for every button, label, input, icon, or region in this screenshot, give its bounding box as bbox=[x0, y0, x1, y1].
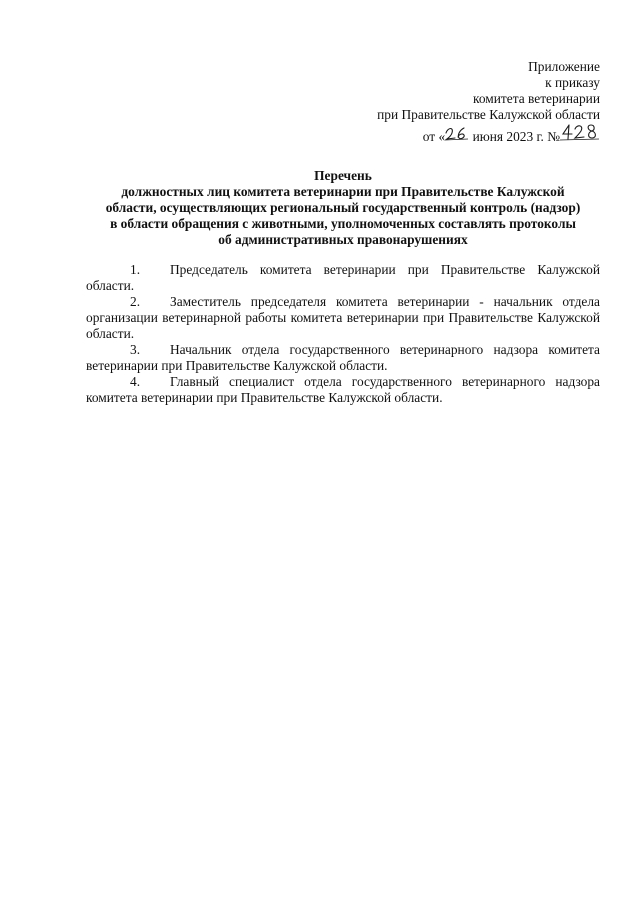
handwritten-number bbox=[560, 123, 600, 141]
list-item-text: Главный специалист отдела государственного ветеринарного надзора комитета ветеринарии при Правительстве Калужской области. bbox=[86, 374, 600, 405]
handwritten-number-icon bbox=[560, 123, 600, 141]
appendix-government: при Правительстве Калужской области bbox=[377, 107, 600, 122]
list-item bbox=[86, 294, 600, 342]
appendix-date-line bbox=[300, 123, 600, 145]
list-item-text: Заместитель председателя комитета ветеринарии - начальник отдела организации ветеринарной работы комитета ветеринарии при Правительстве Калужской области. bbox=[86, 294, 600, 341]
date-middle: июня 2023 г. № bbox=[472, 129, 560, 144]
list-item-text: Председатель комитета ветеринарии при Правительстве Калужской области. bbox=[86, 262, 600, 293]
date-prefix: от bbox=[422, 129, 436, 144]
quote-open: « bbox=[438, 129, 446, 144]
list-item-number: 4. bbox=[130, 374, 141, 389]
document-title bbox=[86, 168, 600, 248]
list-item-text: Начальник отдела государственного ветеринарного надзора комитета ветеринарии при Правительстве Калужской области. bbox=[86, 342, 600, 373]
positions-list bbox=[86, 262, 600, 406]
title-line-1: должностных лиц комитета ветеринарии при Правительстве Калужской bbox=[121, 184, 565, 199]
handwritten-day-icon bbox=[445, 125, 469, 141]
list-item-number: 1. bbox=[130, 262, 141, 277]
appendix-title: Приложение bbox=[528, 59, 600, 74]
list-item bbox=[86, 262, 600, 294]
appendix-committee: комитета ветеринарии bbox=[473, 91, 600, 106]
appendix-header bbox=[300, 59, 600, 145]
list-item bbox=[86, 374, 600, 406]
appendix-order-ref: к приказу bbox=[545, 75, 600, 90]
list-item-number: 3. bbox=[130, 342, 141, 357]
title-line-3: в области обращения с животными, уполномоченных составлять протоколы bbox=[110, 216, 576, 231]
title-line-2: области, осуществляющих региональный государственный контроль (надзор) bbox=[105, 200, 581, 215]
list-item bbox=[86, 342, 600, 374]
title-heading: Перечень bbox=[314, 168, 372, 183]
title-line-4: об административных правонарушениях bbox=[218, 232, 468, 247]
handwritten-day bbox=[445, 125, 469, 141]
list-item-number: 2. bbox=[130, 294, 141, 309]
